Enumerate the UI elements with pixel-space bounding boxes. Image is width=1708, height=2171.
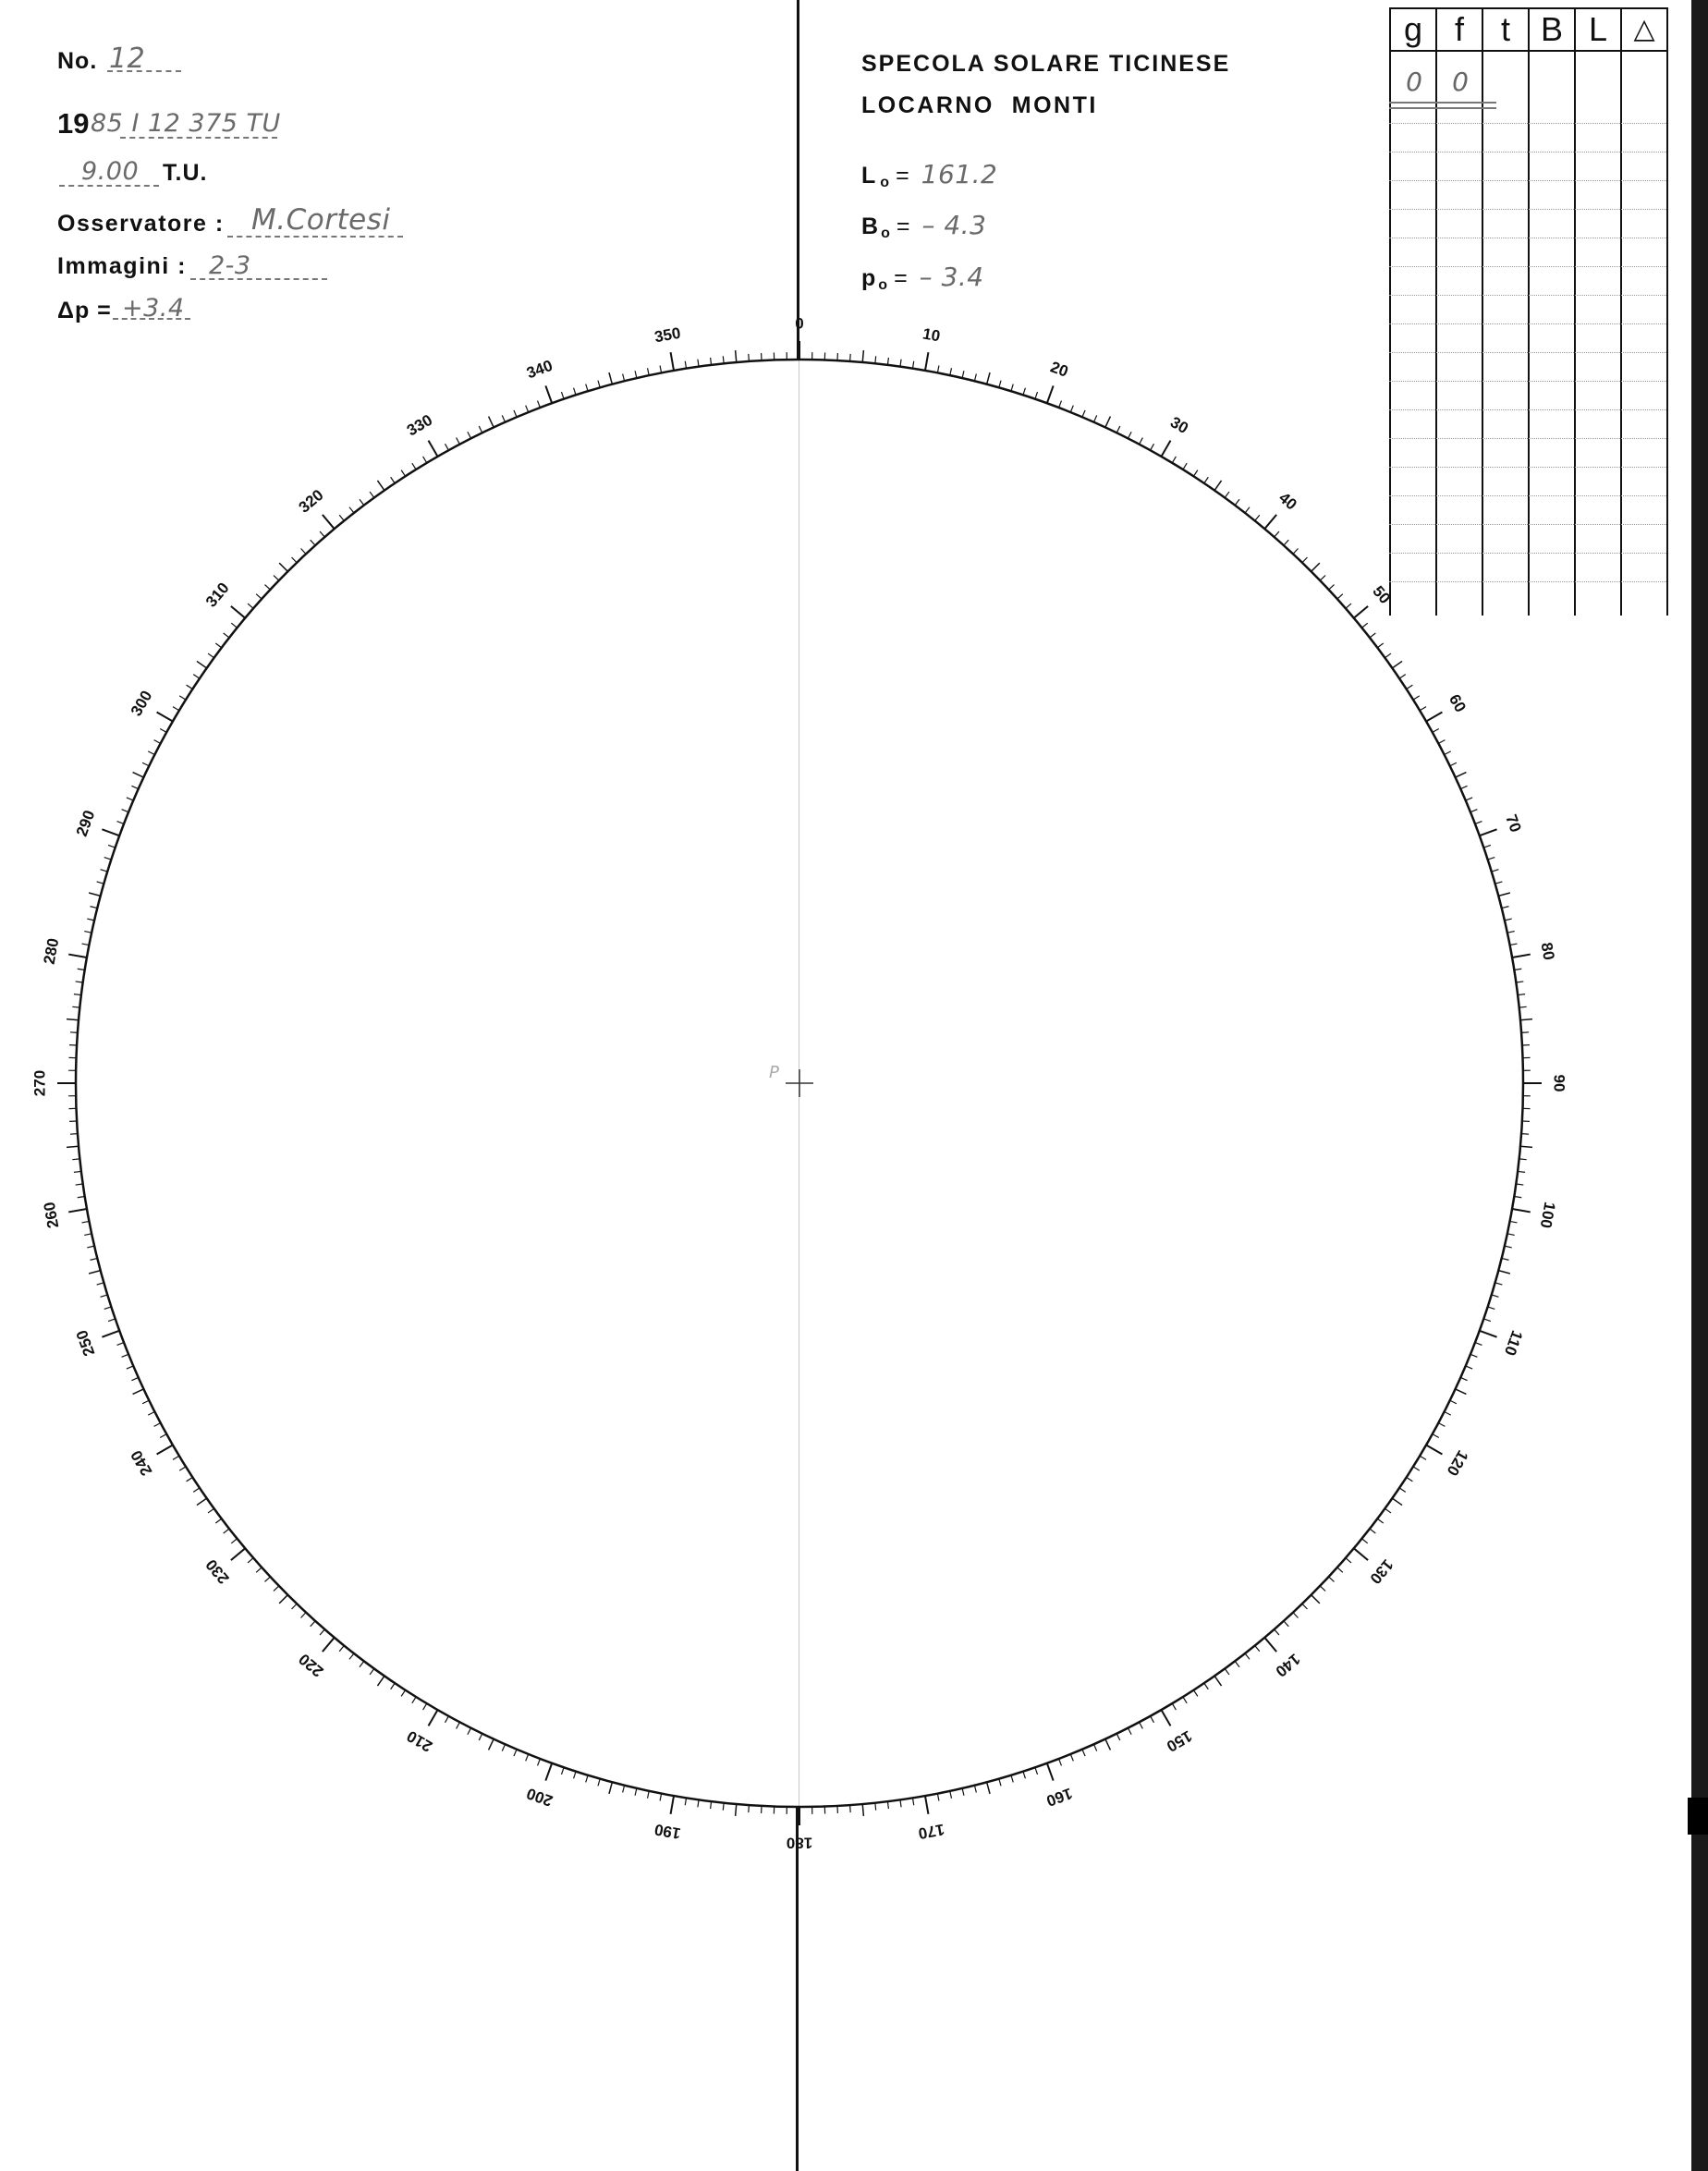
B0-equals: = [896,213,911,239]
dial-label-260: 260 [40,1201,63,1230]
minor-tick [377,1676,384,1686]
major-tick [1480,829,1497,835]
minor-tick [489,417,494,428]
dial-label-220: 220 [295,1650,327,1681]
L0-equals: = [896,163,910,189]
p0-subscript: o [878,277,889,293]
minor-tick [1392,1498,1402,1505]
images-value: 2-3 [209,251,251,280]
major-tick [1354,606,1368,618]
observer-value: M.Cortesi [251,203,391,237]
minor-tick [1214,481,1221,491]
major-tick [1426,713,1442,722]
date-year-prefix: 19 [57,107,90,140]
major-tick [429,441,438,457]
major-tick [925,1796,928,1814]
major-tick [231,1548,245,1560]
table-header-g: g [1389,7,1437,52]
minor-tick [1312,563,1320,571]
major-tick [1426,1445,1442,1455]
minor-tick [1520,1146,1532,1147]
time-label: T.U. [163,160,208,186]
minor-tick [1456,773,1467,777]
minor-tick [89,893,101,896]
delta-p-value: +3.4 [122,294,185,323]
number-value: 12 [109,43,146,75]
dial-label-150: 150 [1163,1726,1196,1756]
minor-tick [736,350,737,362]
minor-tick [133,773,144,777]
delta-p-label: Δp = [57,298,112,323]
dial-label-10: 10 [921,324,942,346]
minor-tick [987,372,990,384]
major-tick [545,385,552,403]
minor-tick [197,661,207,667]
dial-label-70: 70 [1502,811,1525,835]
minor-tick [1105,417,1110,428]
number-label: No. [57,48,98,74]
dial-label-50: 50 [1369,582,1395,607]
minor-tick [1312,1595,1320,1604]
major-tick [671,1796,674,1814]
major-tick [925,352,928,371]
major-tick [102,1331,119,1337]
dial-label-250: 250 [72,1327,99,1359]
scan-edge [1691,0,1708,2171]
dial-label-130: 130 [1366,1555,1397,1588]
dial-label-340: 340 [524,356,555,383]
major-tick [323,515,335,529]
L0-subscript: o [880,175,891,190]
major-tick [102,829,119,835]
L0-label: L [861,163,877,189]
dial-label-330: 330 [403,410,436,440]
minor-tick [489,1739,494,1750]
major-tick [1047,1763,1054,1781]
dial-label-20: 20 [1048,358,1071,381]
minor-tick [279,563,287,571]
dial-label-210: 210 [403,1726,436,1756]
scan-edge-notch [1688,1798,1708,1835]
observatory-location: LOCARNO MONTI [861,92,1098,118]
table-header-f: f [1435,7,1483,52]
table-header-t: t [1482,7,1530,52]
minor-tick [377,481,384,491]
minor-tick [1498,893,1510,896]
minor-tick [1520,1019,1532,1020]
time-value: 9.00 [81,157,140,186]
dial-label-300: 300 [127,687,156,720]
dial-label-310: 310 [201,579,233,611]
minor-tick [987,1782,990,1794]
minor-tick [1498,1271,1510,1274]
L0-value: 161.2 [921,159,998,189]
dial-label-240: 240 [127,1446,156,1480]
dial-label-320: 320 [295,485,327,517]
minor-tick [1392,661,1402,667]
dial-label-140: 140 [1272,1650,1304,1681]
dial-label-110: 110 [1500,1328,1527,1359]
major-tick [1480,1331,1497,1337]
major-tick [1512,955,1531,957]
dial-label-170: 170 [917,1820,946,1843]
minor-tick [609,1782,612,1794]
dial-label-120: 120 [1443,1446,1472,1480]
major-tick [1047,385,1054,403]
major-tick [671,352,674,371]
minor-tick [67,1019,79,1020]
B0-subscript: o [881,226,891,241]
observatory-title: SPECOLA SOLARE TICINESE [861,51,1231,77]
major-tick [1162,1710,1171,1726]
major-tick [1264,1638,1276,1652]
minor-tick [197,1498,207,1505]
center-cross [786,1069,813,1097]
dial-label-80: 80 [1537,941,1558,962]
p0-label: p [861,265,877,291]
dial-label-90: 90 [1550,1074,1568,1092]
minor-tick [133,1389,144,1394]
minor-tick [736,1804,737,1816]
major-tick [323,1638,335,1652]
major-tick [1354,1548,1368,1560]
dial-label-180: 180 [786,1834,813,1852]
minor-tick [1214,1676,1221,1686]
major-tick [429,1710,438,1726]
p0-equals: = [894,265,909,291]
minor-tick [1456,1389,1467,1394]
minor-tick [279,1595,287,1604]
minor-tick [89,1271,101,1274]
date-value: 85 I 12 375 TU [91,109,281,138]
table-cell-g: 0 [1406,67,1422,97]
table-header-L: L [1574,7,1622,52]
observer-label: Osservatore : [57,211,225,237]
major-tick [1264,515,1276,529]
dial-label-30: 30 [1167,413,1191,438]
pole-mark: P [769,1063,779,1082]
dial-label-200: 200 [524,1784,555,1811]
minor-tick [67,1146,79,1147]
images-label: Immagini : [57,253,188,279]
dial-label-100: 100 [1536,1201,1559,1230]
table-header-B: B [1528,7,1576,52]
table-cell-f: 0 [1452,67,1469,97]
minor-tick [862,1804,863,1816]
dial-label-290: 290 [72,808,99,839]
major-tick [231,606,245,618]
dial-label-190: 190 [653,1820,682,1843]
dial-label-350: 350 [653,323,682,347]
minor-tick [862,350,863,362]
major-tick [68,955,87,957]
dial-label-160: 160 [1043,1784,1075,1811]
major-tick [1512,1209,1531,1212]
dial-label-60: 60 [1445,691,1470,715]
dial-label-280: 280 [40,936,63,966]
B0-value: – 4.3 [921,210,987,240]
minor-tick [609,372,612,384]
minor-tick [1105,1739,1110,1750]
B0-label: B [861,213,880,239]
major-tick [157,713,173,722]
major-tick [157,1445,173,1455]
dial-label-230: 230 [201,1555,233,1588]
table-header-delta: △ [1620,7,1668,52]
dial-label-40: 40 [1275,488,1300,514]
major-tick [545,1763,552,1781]
dial-label-0: 0 [795,314,804,333]
major-tick [1162,441,1171,457]
p0-value: – 3.4 [919,262,984,292]
major-tick [68,1209,87,1212]
dial-label-270: 270 [30,1069,49,1097]
